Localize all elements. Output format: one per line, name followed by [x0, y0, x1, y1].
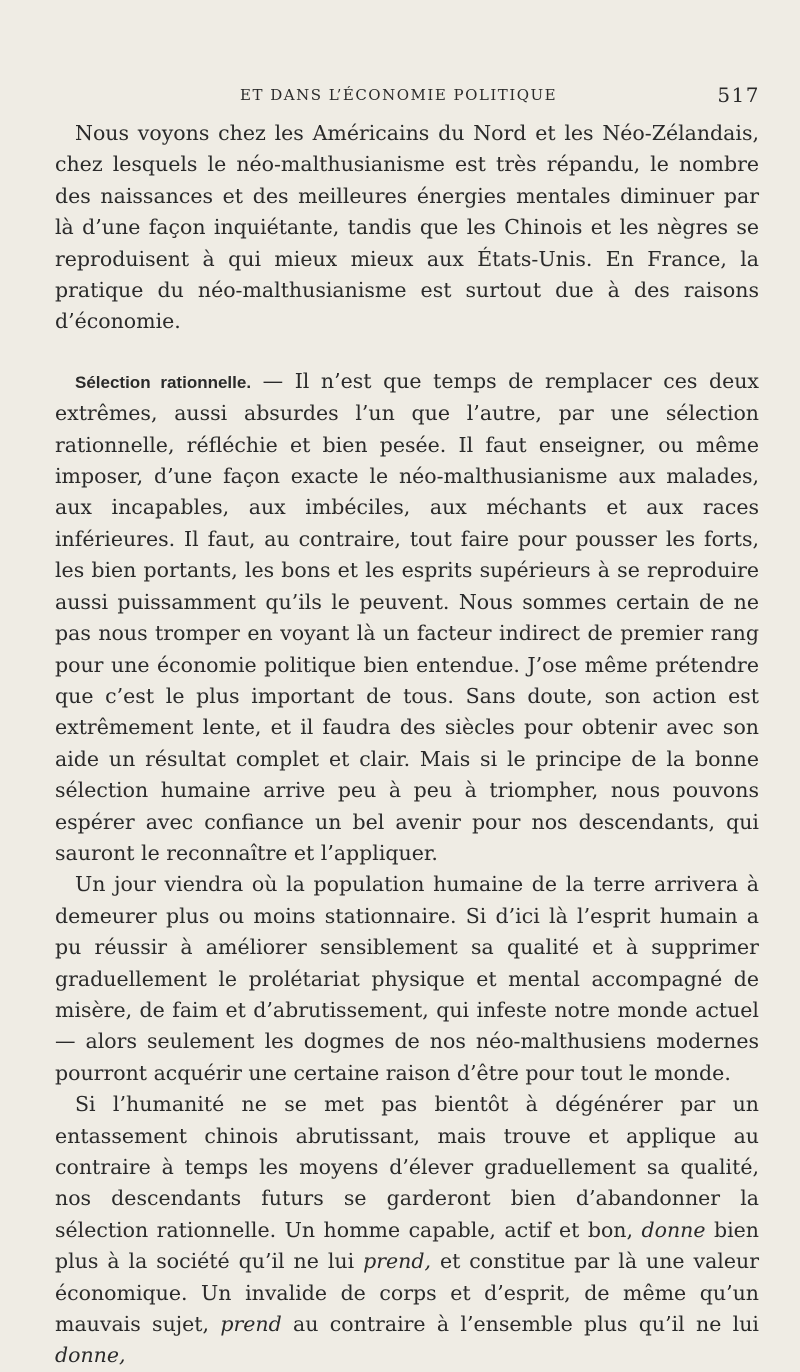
paragraph-text: — Il n’est que temps de remplacer ces deux extrêmes, aussi absurdes l’un que l’autre, par une sélection rationnelle, réfléchie et bien pesée. Il faut enseigner, ou même imposer, d’une façon exacte le néo-malthusianisme aux malades, aux incapables, aux imbéciles, aux méchants et aux races inférieures. Il faut, au contraire, tout faire pour pousser les forts, les bien portants, les bons et les esprits supérieurs à se reproduire aussi puissamment qu’ils le peuvent. Nous sommes certain de ne pas nous tromper en voyant là un facteur indirect de premier rang pour une économie politique bien entendue. J’ose même prétendre que c’est le plus important de tous. Sans doute, son action est extrêmement lente, et il faudra des siècles pour obtenir avec son aide un résultat complet et clair. Mais si le principe de la bonne sélection humaine arrive peu à peu à triompher, nous pouvons espérer avec confiance un bel avenir pour nos descendants, qui sauront le reconnaître et l’appliquer.: [55, 368, 759, 865]
italic-word: prend: [220, 1312, 282, 1337]
text-run: et constitue par là une valeur économique. Un invalide de corps et d’esprit, de même qu’un mauvais sujet,: [55, 1249, 759, 1337]
text-run: bien plus à la société qu’il ne lui: [55, 1217, 760, 1274]
italic-word: donne,: [55, 1343, 126, 1368]
page-number: 517: [717, 83, 760, 107]
running-title: ET DANS L’ÉCONOMIE POLITIQUE: [240, 86, 558, 104]
text-run: Si l’humanité ne se met pas bientôt à dégénérer par un entassement chinois abrutissant, mais trouve et applique au contraire à temps les moyens d’élever graduellement sa qualité, nos descendants futurs se garderont bien d’abandonner la sélection rationnelle. Un homme capable, actif et bon,: [55, 1092, 759, 1242]
text-run: au contraire à l’ensemble plus qu’il ne lui: [281, 1312, 759, 1337]
section-heading: Sélection rationnelle.: [75, 372, 252, 392]
paragraph-americains: Nous voyons chez les Américains du Nord et les Néo-Zélandais, chez lesquels le néo-malthusianisme est très répandu, le nombre des naissances et des meilleures énergies mentales diminuer par là d’une façon inquiétante, tandis que les Chinois et les nègres se reproduisent à qui mieux mieux aux États-Unis. En France, la pratique du néo-malthusianisme est surtout due à des raisons d’économie.: [55, 121, 759, 334]
paragraph-un-jour: Un jour viendra où la population humaine de la terre arrivera à demeurer plus ou moins stationnaire. Si d’ici là l’esprit humain a pu réussir à améliorer sensiblement sa qualité et à supprimer graduellement le prolétariat physique et mental accompagné de misère, de faim et d’abrutissement, qui infeste notre monde actuel — alors seulement les dogmes de nos néo-malthusiens modernes pourront acquérir une certaine raison d’être pour tout le monde.: [55, 872, 759, 1085]
page-body: [55, 118, 759, 1372]
italic-word: prend,: [363, 1249, 432, 1274]
paragraph-selection-rationnelle: [55, 366, 759, 870]
italic-word: donne: [641, 1217, 706, 1242]
paragraph-humanite: [55, 1089, 759, 1372]
